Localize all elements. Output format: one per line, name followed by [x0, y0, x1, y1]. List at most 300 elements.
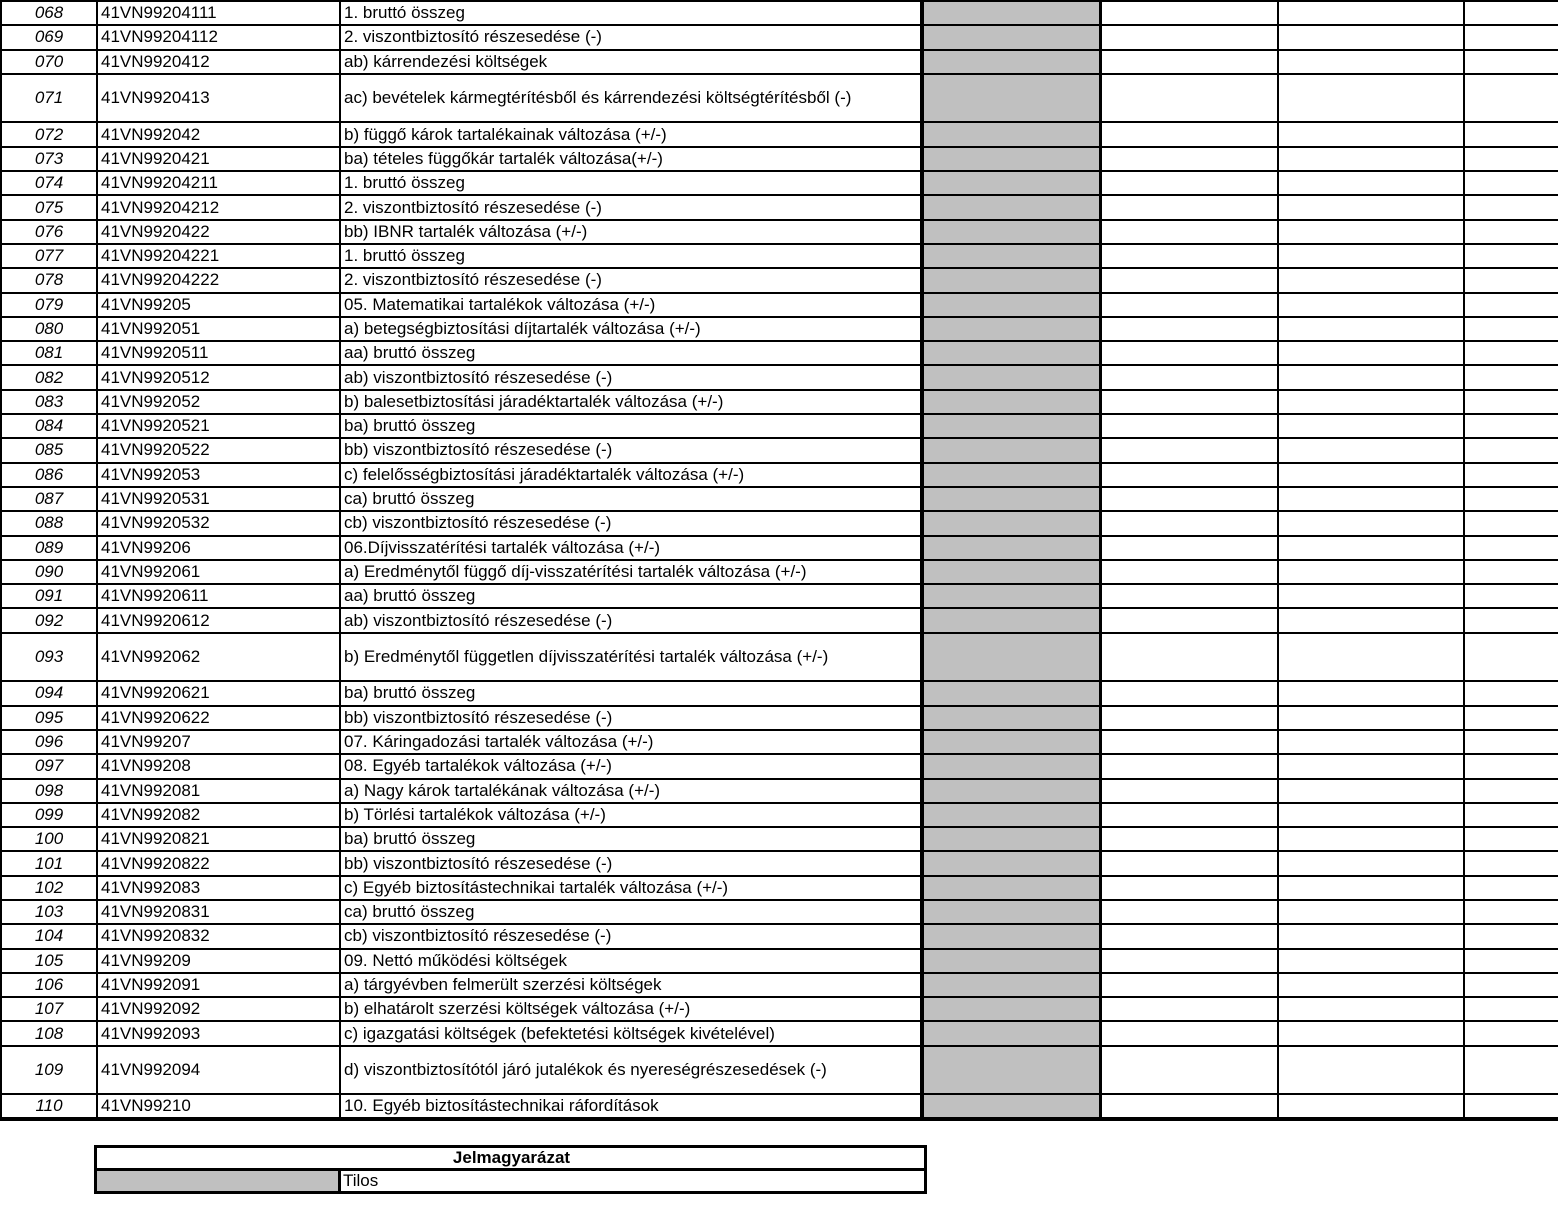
table-row: [1, 536, 1558, 560]
code-cell: 41VN9920822: [97, 851, 340, 875]
value-cell[interactable]: [1100, 1021, 1278, 1045]
table-row: [1, 390, 1558, 414]
forbidden-cell: [922, 997, 1100, 1021]
description-cell: cb) viszontbiztosító részesedése (-): [340, 511, 922, 535]
description-cell: 2. viszontbiztosító részesedése (-): [340, 268, 922, 292]
forbidden-cell: [922, 1046, 1100, 1095]
row-number-cell: 110: [1, 1094, 97, 1118]
table-row: [1, 876, 1558, 900]
code-cell: 41VN99209: [97, 949, 340, 973]
row-number-cell: 103: [1, 900, 97, 924]
value-cell[interactable]: [1278, 365, 1464, 389]
description-cell: ba) bruttó összeg: [340, 681, 922, 705]
value-cell[interactable]: [1100, 244, 1278, 268]
value-cell[interactable]: [1100, 195, 1278, 219]
legend-forbidden-label: Tilos: [340, 1170, 926, 1193]
value-cell[interactable]: [1100, 536, 1278, 560]
value-cell[interactable]: [1464, 50, 1558, 74]
value-cell[interactable]: [1464, 1046, 1558, 1095]
description-cell: 10. Egyéb biztosítástechnikai ráfordítások: [340, 1094, 922, 1118]
value-cell[interactable]: [1464, 293, 1558, 317]
forbidden-cell: [922, 511, 1100, 535]
value-cell[interactable]: [1278, 463, 1464, 487]
value-cell[interactable]: [1100, 997, 1278, 1021]
value-cell[interactable]: [1464, 997, 1558, 1021]
table-row: [1, 827, 1558, 851]
forbidden-cell: [922, 171, 1100, 195]
description-cell: 08. Egyéb tartalékok változása (+/-): [340, 754, 922, 778]
value-cell[interactable]: [1464, 803, 1558, 827]
code-cell: 41VN9920621: [97, 681, 340, 705]
value-cell[interactable]: [1100, 608, 1278, 632]
code-cell: 41VN992082: [97, 803, 340, 827]
value-cell[interactable]: [1278, 147, 1464, 171]
table-row: [1, 779, 1558, 803]
value-cell[interactable]: [1100, 511, 1278, 535]
code-cell: 41VN9920422: [97, 220, 340, 244]
description-cell: ca) bruttó összeg: [340, 487, 922, 511]
description-cell: a) tárgyévben felmerült szerzési költségek: [340, 973, 922, 997]
row-number-cell: 074: [1, 171, 97, 195]
value-cell[interactable]: [1100, 341, 1278, 365]
value-cell[interactable]: [1464, 122, 1558, 146]
row-number-cell: 073: [1, 147, 97, 171]
code-cell: 41VN99204212: [97, 195, 340, 219]
table-row: [1, 633, 1558, 682]
row-number-cell: 092: [1, 608, 97, 632]
table-row: [1, 171, 1558, 195]
description-cell: bb) IBNR tartalék változása (+/-): [340, 220, 922, 244]
forbidden-cell: [922, 147, 1100, 171]
value-cell[interactable]: [1278, 851, 1464, 875]
value-cell[interactable]: [1278, 876, 1464, 900]
row-number-cell: 102: [1, 876, 97, 900]
table-row: [1, 584, 1558, 608]
row-number-cell: 088: [1, 511, 97, 535]
row-number-cell: 076: [1, 220, 97, 244]
table-row: [1, 195, 1558, 219]
value-cell[interactable]: [1464, 827, 1558, 851]
value-cell[interactable]: [1100, 681, 1278, 705]
description-cell: ab) kárrendezési költségek: [340, 50, 922, 74]
forbidden-cell: [922, 293, 1100, 317]
description-cell: ba) bruttó összeg: [340, 827, 922, 851]
value-cell[interactable]: [1464, 414, 1558, 438]
value-cell[interactable]: [1464, 438, 1558, 462]
description-cell: cb) viszontbiztosító részesedése (-): [340, 924, 922, 948]
value-cell[interactable]: [1278, 220, 1464, 244]
value-cell[interactable]: [1278, 900, 1464, 924]
table-row: [1, 365, 1558, 389]
table-row: [1, 220, 1558, 244]
value-cell[interactable]: [1464, 268, 1558, 292]
value-cell[interactable]: [1278, 633, 1464, 682]
value-cell[interactable]: [1100, 268, 1278, 292]
forbidden-cell: [922, 195, 1100, 219]
table-row: [1, 730, 1558, 754]
table-row: [1, 973, 1558, 997]
value-cell[interactable]: [1278, 341, 1464, 365]
description-cell: c) Egyéb biztosítástechnikai tartalék változása (+/-): [340, 876, 922, 900]
forbidden-cell: [922, 681, 1100, 705]
value-cell[interactable]: [1100, 438, 1278, 462]
value-cell[interactable]: [1464, 949, 1558, 973]
value-cell[interactable]: [1100, 122, 1278, 146]
value-cell[interactable]: [1100, 900, 1278, 924]
description-cell: aa) bruttó összeg: [340, 341, 922, 365]
value-cell[interactable]: [1278, 681, 1464, 705]
code-cell: 41VN99207: [97, 730, 340, 754]
value-cell[interactable]: [1464, 341, 1558, 365]
table-row: [1, 803, 1558, 827]
description-cell: 1. bruttó összeg: [340, 244, 922, 268]
description-cell: a) betegségbiztosítási díjtartalék változása (+/-): [340, 317, 922, 341]
value-cell[interactable]: [1278, 754, 1464, 778]
value-cell[interactable]: [1278, 511, 1464, 535]
row-number-cell: 095: [1, 706, 97, 730]
description-cell: bb) viszontbiztosító részesedése (-): [340, 706, 922, 730]
code-cell: 41VN9920532: [97, 511, 340, 535]
code-cell: 41VN9920612: [97, 608, 340, 632]
description-cell: b) elhatárolt szerzési költségek változása (+/-): [340, 997, 922, 1021]
description-cell: 07. Káringadozási tartalék változása (+/-): [340, 730, 922, 754]
table-row: [1, 754, 1558, 778]
value-cell[interactable]: [1464, 681, 1558, 705]
value-cell[interactable]: [1100, 876, 1278, 900]
forbidden-cell: [922, 900, 1100, 924]
table-row: [1, 851, 1558, 875]
value-cell[interactable]: [1278, 25, 1464, 49]
value-cell[interactable]: [1464, 584, 1558, 608]
value-cell[interactable]: [1464, 220, 1558, 244]
code-cell: 41VN99204222: [97, 268, 340, 292]
value-cell[interactable]: [1278, 244, 1464, 268]
row-number-cell: 109: [1, 1046, 97, 1095]
value-cell[interactable]: [1464, 317, 1558, 341]
value-cell[interactable]: [1464, 147, 1558, 171]
value-cell[interactable]: [1100, 414, 1278, 438]
value-cell[interactable]: [1464, 195, 1558, 219]
value-cell[interactable]: [1100, 220, 1278, 244]
row-number-cell: 100: [1, 827, 97, 851]
value-cell[interactable]: [1100, 463, 1278, 487]
code-cell: 41VN992062: [97, 633, 340, 682]
value-cell[interactable]: [1278, 293, 1464, 317]
code-cell: 41VN9920831: [97, 900, 340, 924]
value-cell[interactable]: [1464, 25, 1558, 49]
value-cell[interactable]: [1100, 74, 1278, 123]
forbidden-cell: [922, 414, 1100, 438]
value-cell[interactable]: [1278, 122, 1464, 146]
description-cell: bb) viszontbiztosító részesedése (-): [340, 438, 922, 462]
code-cell: 41VN992093: [97, 1021, 340, 1045]
row-number-cell: 075: [1, 195, 97, 219]
forbidden-cell: [922, 341, 1100, 365]
code-cell: 41VN992061: [97, 560, 340, 584]
value-cell[interactable]: [1100, 949, 1278, 973]
value-cell[interactable]: [1278, 584, 1464, 608]
table-row: [1, 1094, 1558, 1118]
value-cell[interactable]: [1464, 390, 1558, 414]
code-cell: 41VN992042: [97, 122, 340, 146]
value-cell[interactable]: [1464, 706, 1558, 730]
table-row: [1, 487, 1558, 511]
description-cell: b) balesetbiztosítási járadéktartalék változása (+/-): [340, 390, 922, 414]
row-number-cell: 082: [1, 365, 97, 389]
value-cell[interactable]: [1278, 390, 1464, 414]
forbidden-cell: [922, 876, 1100, 900]
value-cell[interactable]: [1278, 317, 1464, 341]
table-row: [1, 949, 1558, 973]
value-cell[interactable]: [1278, 438, 1464, 462]
value-cell[interactable]: [1278, 487, 1464, 511]
value-cell[interactable]: [1100, 1046, 1278, 1095]
value-cell[interactable]: [1278, 730, 1464, 754]
value-cell[interactable]: [1278, 268, 1464, 292]
value-cell[interactable]: [1278, 1046, 1464, 1095]
description-cell: bb) viszontbiztosító részesedése (-): [340, 851, 922, 875]
value-cell[interactable]: [1278, 195, 1464, 219]
forbidden-cell: [922, 827, 1100, 851]
description-cell: b) függő károk tartalékainak változása (+/-): [340, 122, 922, 146]
row-number-cell: 106: [1, 973, 97, 997]
code-cell: 41VN992091: [97, 973, 340, 997]
row-number-cell: 097: [1, 754, 97, 778]
forbidden-cell: [922, 487, 1100, 511]
description-cell: b) Eredménytől független díjvisszatérítési tartalék változása (+/-): [340, 633, 922, 682]
value-cell[interactable]: [1100, 779, 1278, 803]
row-number-cell: 077: [1, 244, 97, 268]
forbidden-cell: [922, 633, 1100, 682]
value-cell[interactable]: [1278, 171, 1464, 195]
value-cell[interactable]: [1464, 487, 1558, 511]
row-number-cell: 094: [1, 681, 97, 705]
value-cell[interactable]: [1464, 1021, 1558, 1045]
code-cell: 41VN99204112: [97, 25, 340, 49]
value-cell[interactable]: [1464, 171, 1558, 195]
description-cell: ab) viszontbiztosító részesedése (-): [340, 365, 922, 389]
legend-title: Jelmagyarázat: [96, 1147, 926, 1170]
value-cell[interactable]: [1278, 924, 1464, 948]
table-row: [1, 706, 1558, 730]
value-cell[interactable]: [1100, 584, 1278, 608]
description-cell: a) Nagy károk tartalékának változása (+/-): [340, 779, 922, 803]
row-number-cell: 086: [1, 463, 97, 487]
description-cell: ca) bruttó összeg: [340, 900, 922, 924]
value-cell[interactable]: [1278, 973, 1464, 997]
value-cell[interactable]: [1278, 779, 1464, 803]
row-number-cell: 104: [1, 924, 97, 948]
value-cell[interactable]: [1464, 754, 1558, 778]
forbidden-cell: [922, 779, 1100, 803]
value-cell[interactable]: [1100, 706, 1278, 730]
row-number-cell: 085: [1, 438, 97, 462]
value-cell[interactable]: [1278, 997, 1464, 1021]
description-cell: 09. Nettó működési költségek: [340, 949, 922, 973]
forbidden-cell: [922, 390, 1100, 414]
forbidden-cell: [922, 924, 1100, 948]
value-cell[interactable]: [1100, 633, 1278, 682]
value-cell[interactable]: [1100, 1, 1278, 25]
code-cell: 41VN9920832: [97, 924, 340, 948]
table-row: [1, 1021, 1558, 1045]
table-row: [1, 341, 1558, 365]
value-cell[interactable]: [1278, 608, 1464, 632]
value-cell[interactable]: [1464, 511, 1558, 535]
value-cell[interactable]: [1100, 365, 1278, 389]
table-row: [1, 608, 1558, 632]
description-cell: 2. viszontbiztosító részesedése (-): [340, 25, 922, 49]
value-cell[interactable]: [1100, 50, 1278, 74]
code-cell: 41VN992051: [97, 317, 340, 341]
row-number-cell: 069: [1, 25, 97, 49]
forbidden-cell: [922, 706, 1100, 730]
forbidden-cell: [922, 730, 1100, 754]
code-cell: 41VN9920512: [97, 365, 340, 389]
description-cell: b) Törlési tartalékok változása (+/-): [340, 803, 922, 827]
value-cell[interactable]: [1278, 827, 1464, 851]
value-cell[interactable]: [1100, 1094, 1278, 1118]
value-cell[interactable]: [1464, 779, 1558, 803]
value-cell[interactable]: [1464, 1094, 1558, 1118]
row-number-cell: 093: [1, 633, 97, 682]
value-cell[interactable]: [1100, 851, 1278, 875]
value-cell[interactable]: [1278, 1021, 1464, 1045]
value-cell[interactable]: [1100, 147, 1278, 171]
value-cell[interactable]: [1100, 730, 1278, 754]
value-cell[interactable]: [1464, 900, 1558, 924]
value-cell[interactable]: [1100, 25, 1278, 49]
forbidden-cell: [922, 949, 1100, 973]
row-number-cell: 105: [1, 949, 97, 973]
table-row: [1, 1, 1558, 25]
description-cell: 06.Díjvisszatérítési tartalék változása (+/-): [340, 536, 922, 560]
code-cell: 41VN9920611: [97, 584, 340, 608]
value-cell[interactable]: [1464, 1, 1558, 25]
value-cell[interactable]: [1464, 851, 1558, 875]
table-row: [1, 147, 1558, 171]
table-row: [1, 924, 1558, 948]
value-cell[interactable]: [1464, 74, 1558, 123]
forbidden-cell: [922, 560, 1100, 584]
description-cell: ac) bevételek kármegtérítésből és kárrendezési költségtérítésből (-): [340, 74, 922, 123]
description-cell: aa) bruttó összeg: [340, 584, 922, 608]
code-cell: 41VN992094: [97, 1046, 340, 1095]
code-cell: 41VN9920413: [97, 74, 340, 123]
value-cell[interactable]: [1100, 317, 1278, 341]
value-cell[interactable]: [1464, 536, 1558, 560]
table-row: [1, 293, 1558, 317]
value-cell[interactable]: [1278, 414, 1464, 438]
value-cell[interactable]: [1464, 876, 1558, 900]
description-cell: 1. bruttó összeg: [340, 1, 922, 25]
code-cell: 41VN992053: [97, 463, 340, 487]
code-cell: 41VN99206: [97, 536, 340, 560]
value-cell[interactable]: [1278, 1094, 1464, 1118]
value-cell[interactable]: [1100, 754, 1278, 778]
row-number-cell: 107: [1, 997, 97, 1021]
row-number-cell: 108: [1, 1021, 97, 1045]
value-cell[interactable]: [1464, 463, 1558, 487]
value-cell[interactable]: [1278, 74, 1464, 123]
row-number-cell: 098: [1, 779, 97, 803]
value-cell[interactable]: [1100, 924, 1278, 948]
value-cell[interactable]: [1100, 293, 1278, 317]
value-cell[interactable]: [1464, 633, 1558, 682]
description-cell: 2. viszontbiztosító részesedése (-): [340, 195, 922, 219]
value-cell[interactable]: [1278, 50, 1464, 74]
value-cell[interactable]: [1100, 171, 1278, 195]
value-cell[interactable]: [1464, 608, 1558, 632]
value-cell[interactable]: [1464, 560, 1558, 584]
value-cell[interactable]: [1278, 706, 1464, 730]
value-cell[interactable]: [1278, 560, 1464, 584]
forbidden-cell: [922, 438, 1100, 462]
legend-forbidden-swatch: [96, 1170, 340, 1193]
table-body: [1, 1, 1558, 1119]
row-number-cell: 081: [1, 341, 97, 365]
value-cell[interactable]: [1464, 973, 1558, 997]
table-row: [1, 1046, 1558, 1095]
value-cell[interactable]: [1464, 244, 1558, 268]
forbidden-cell: [922, 1021, 1100, 1045]
value-cell[interactable]: [1100, 560, 1278, 584]
code-cell: 41VN992081: [97, 779, 340, 803]
description-cell: a) Eredménytől függő díj-visszatérítési tartalék változása (+/-): [340, 560, 922, 584]
table-row: [1, 681, 1558, 705]
table-row: [1, 900, 1558, 924]
description-cell: d) viszontbiztosítótól járó jutalékok és nyereségrészesedések (-): [340, 1046, 922, 1095]
code-cell: 41VN9920521: [97, 414, 340, 438]
value-cell[interactable]: [1464, 365, 1558, 389]
table-row: [1, 25, 1558, 49]
row-number-cell: 099: [1, 803, 97, 827]
row-number-cell: 072: [1, 122, 97, 146]
description-cell: 1. bruttó összeg: [340, 171, 922, 195]
value-cell[interactable]: [1278, 1, 1464, 25]
value-cell[interactable]: [1100, 803, 1278, 827]
forbidden-cell: [922, 220, 1100, 244]
code-cell: 41VN9920622: [97, 706, 340, 730]
value-cell[interactable]: [1100, 390, 1278, 414]
forbidden-cell: [922, 754, 1100, 778]
row-number-cell: 071: [1, 74, 97, 123]
code-cell: 41VN992052: [97, 390, 340, 414]
forbidden-cell: [922, 365, 1100, 389]
value-cell[interactable]: [1464, 730, 1558, 754]
value-cell[interactable]: [1278, 949, 1464, 973]
value-cell[interactable]: [1278, 803, 1464, 827]
table-row: [1, 463, 1558, 487]
legend-table: [94, 1145, 927, 1194]
value-cell[interactable]: [1100, 487, 1278, 511]
code-cell: 41VN99204211: [97, 171, 340, 195]
code-cell: 41VN9920421: [97, 147, 340, 171]
table-row: [1, 438, 1558, 462]
code-cell: 41VN99208: [97, 754, 340, 778]
value-cell[interactable]: [1278, 536, 1464, 560]
value-cell[interactable]: [1464, 924, 1558, 948]
forbidden-cell: [922, 122, 1100, 146]
code-cell: 41VN9920511: [97, 341, 340, 365]
code-cell: 41VN992083: [97, 876, 340, 900]
forbidden-cell: [922, 803, 1100, 827]
value-cell[interactable]: [1100, 827, 1278, 851]
value-cell[interactable]: [1100, 973, 1278, 997]
forbidden-cell: [922, 50, 1100, 74]
table-row: [1, 244, 1558, 268]
row-number-cell: 080: [1, 317, 97, 341]
